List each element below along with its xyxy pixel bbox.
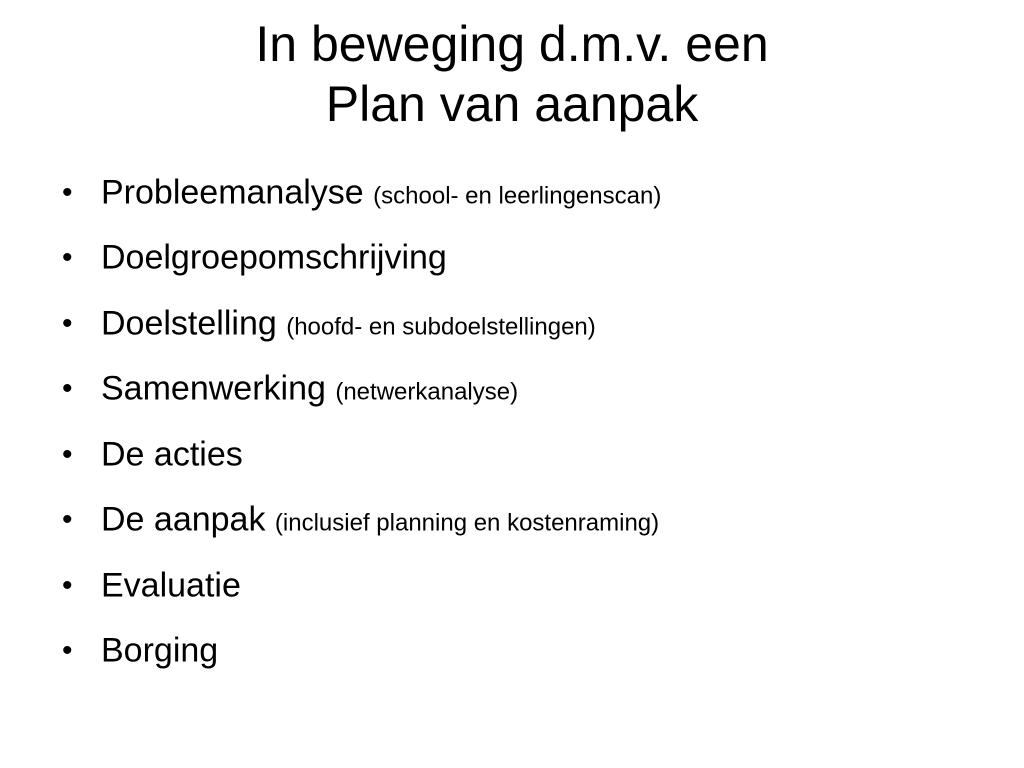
title-line-2: Plan van aanpak [325,76,699,132]
list-item-text [101,501,659,540]
slide-title [60,14,964,134]
list-item-note: (hoofd- en subdoelstellingen) [286,313,596,341]
list-item [60,488,964,554]
list-item [60,553,964,619]
list-item-text [101,566,241,605]
bullet-icon: • [62,568,73,602]
list-item-main: Borging [101,631,219,670]
list-item-main: Probleemanalyse [101,173,364,212]
list-item-main: Evaluatie [101,566,241,605]
list-item [60,422,964,488]
list-item-main: Samenwerking [101,369,326,408]
bullet-icon: • [62,372,73,406]
list-item-main: De aanpak [101,500,266,539]
bullet-icon: • [62,503,73,537]
list-item-text [101,173,661,212]
list-item-note: (netwerkanalyse) [335,378,519,406]
list-item-text [101,304,596,343]
list-item-text [101,632,218,671]
title-line-1: In beweging d.m.v. een [255,16,769,72]
list-item [60,226,964,292]
bullet-icon: • [62,241,73,275]
list-item-text [101,370,518,409]
list-item-text [101,435,243,474]
list-item-note: (school- en leerlingenscan) [373,182,662,210]
list-item-main: Doelstelling [101,304,277,343]
bullet-icon: • [62,437,73,471]
list-item-main: De acties [101,435,243,474]
list-item [60,619,964,685]
list-item-main: Doelgroepomschrijving [101,238,447,277]
bullet-icon: • [62,306,73,340]
bullet-icon: • [62,634,73,668]
list-item [60,357,964,423]
list-item-note: (inclusief planning en kostenraming) [274,509,660,537]
list-item [60,291,964,357]
list-item [60,160,964,226]
bullet-icon: • [62,175,73,209]
bullet-list [60,160,964,684]
list-item-text [101,239,447,278]
